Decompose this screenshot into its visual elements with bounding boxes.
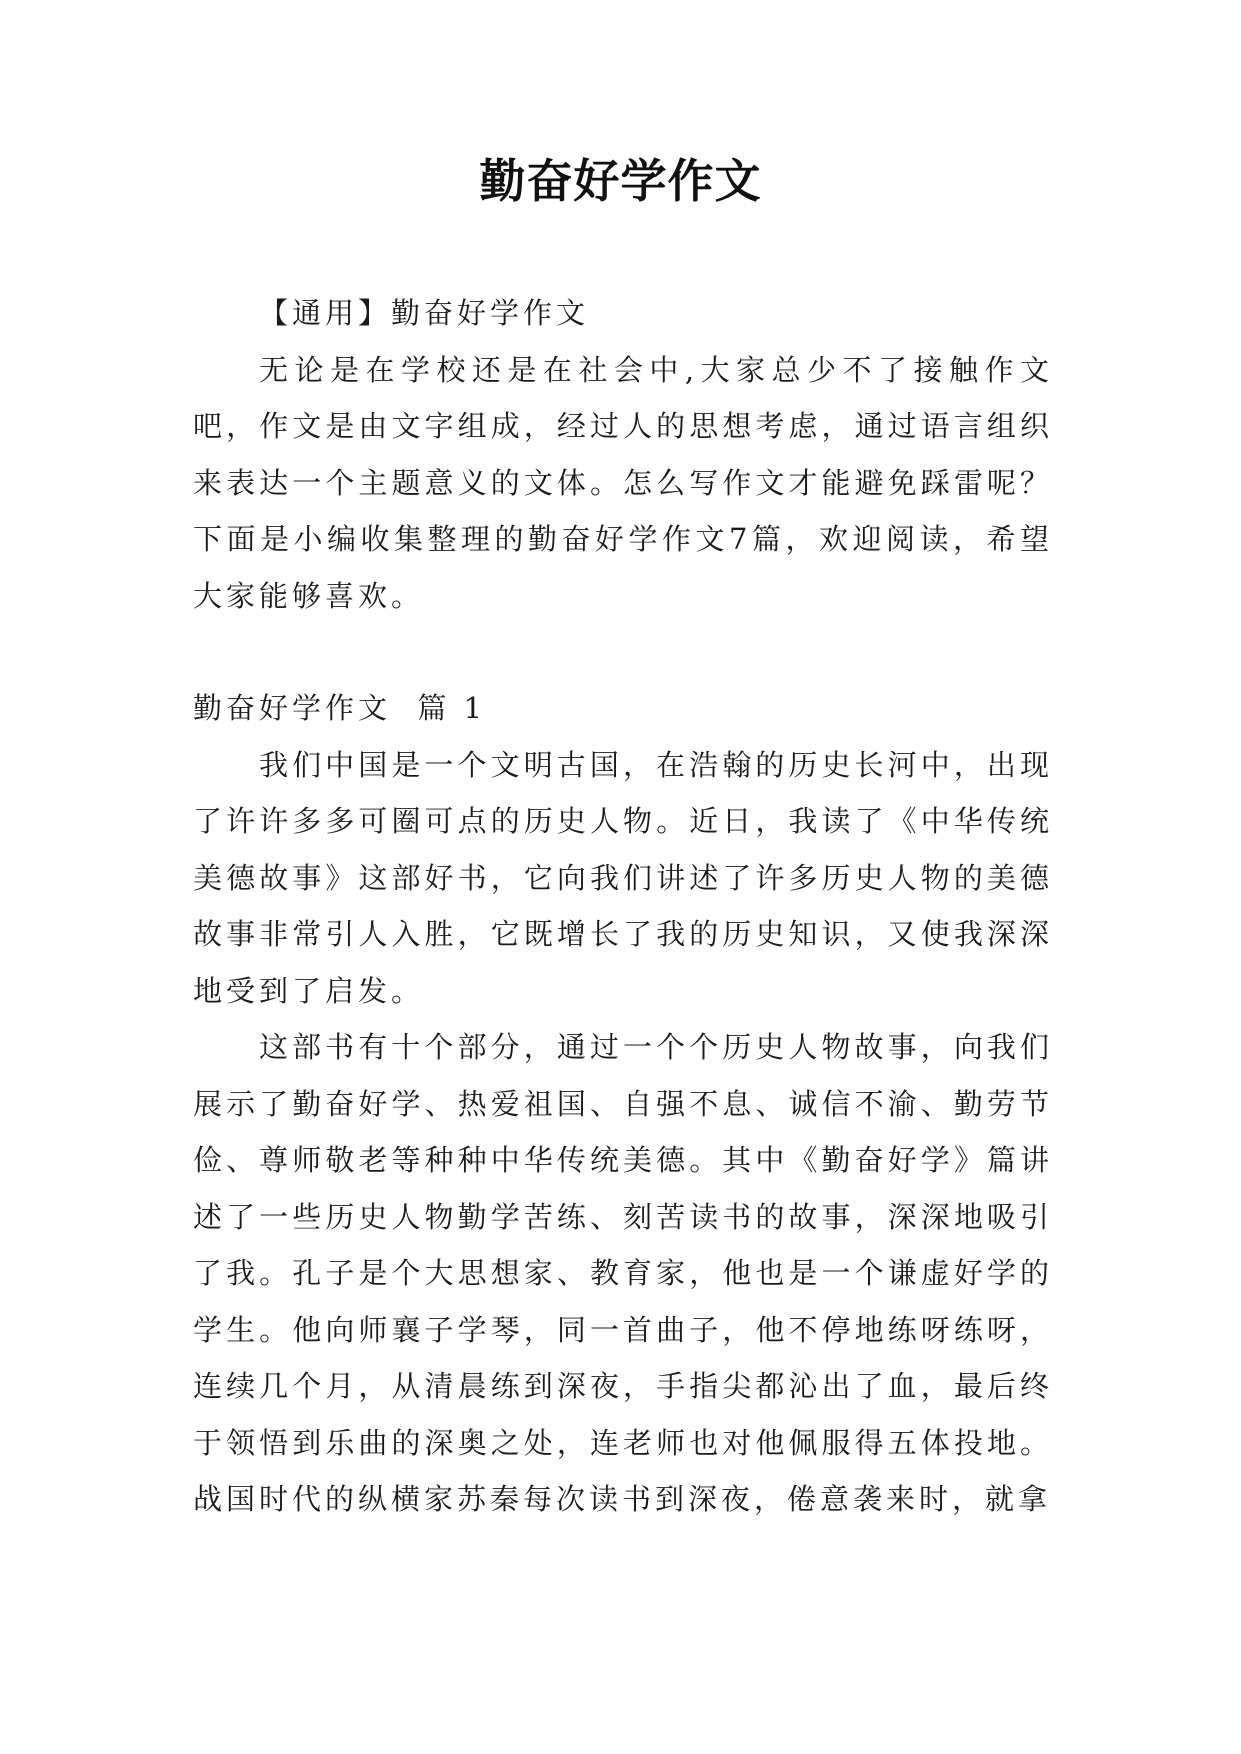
section-heading: 勤奋好学作文 篇 1 — [193, 691, 487, 725]
intro-paragraph: 无论是在学校还是在社会中,大家总少不了接触作文吧，作文是由文字组成，经过人的思想考虑，通过语言组织来表达一个主题意义的文体。怎么写作文才能避免踩雷呢？下面是小编收集整理的勤奋好学作文7篇，欢迎阅读，希望大家能够喜欢。 — [193, 352, 1053, 613]
body-paragraph: 我们中国是一个文明古国，在浩翰的历史长河中，出现了许许多多可圈可点的历史人物。近日，我读了《中华传统美德故事》这部好书，它向我们讲述了许多历史人物的美德故事非常引人入胜，它既增长了我的历史知识，又使我深深地受到了启发。 — [193, 747, 1053, 1008]
document-title: 勤奋好学作文 — [479, 154, 762, 208]
document-subtitle: 【通用】勤奋好学作文 — [259, 296, 590, 330]
body-paragraph: 这部书有十个部分，通过一个个历史人物故事，向我们展示了勤奋好学、热爱祖国、自强不息、诚信不渝、勤劳节俭、尊师敬老等种种中华传统美德。其中《勤奋好学》篇讲述了一些历史人物勤学苦练、刻苦读书的故事，深深地吸引了我。孔子是个大思想家、教育家，他也是一个谦虚好学的学生。他向师襄子学琴，同一首曲子，他不停地练呀练呀，连续几个月，从清晨练到深夜，手指尖都沁出了血，最后终于领悟到乐曲的深奥之处，连老师也对他佩服得五体投地。战国时代的纵横家苏秦每次读书到深夜，倦意袭来时，就拿 — [193, 1030, 1053, 1516]
document-body — [193, 285, 1053, 1528]
